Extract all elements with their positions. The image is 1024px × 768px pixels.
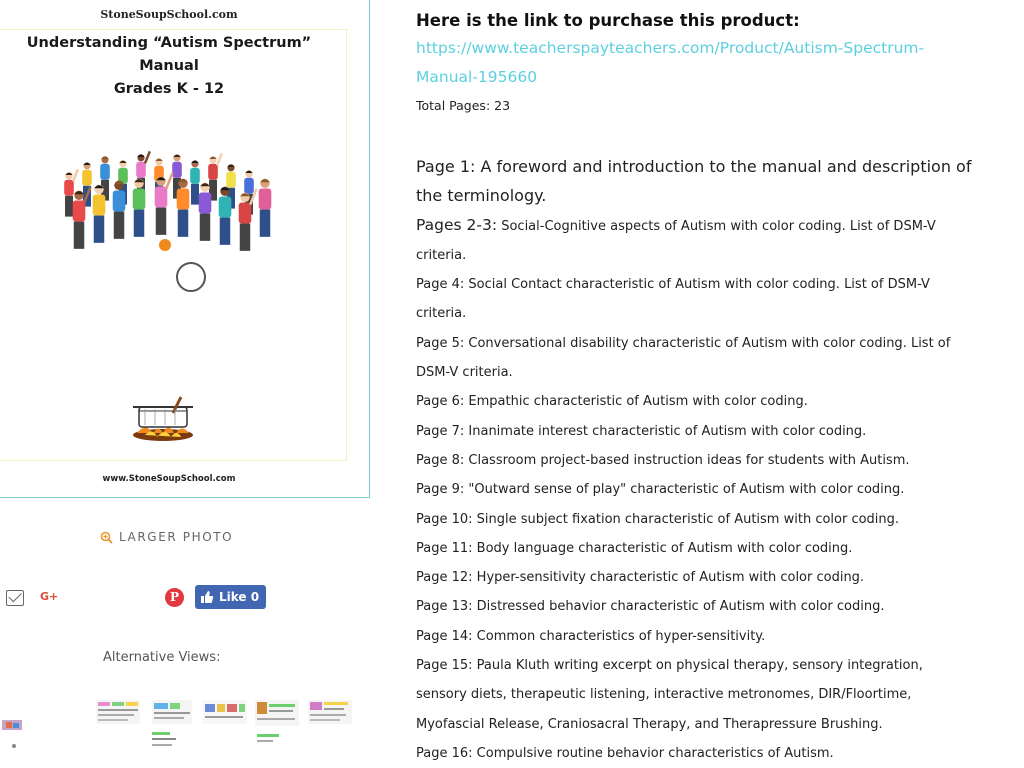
page-list-item bbox=[416, 505, 1024, 534]
page-description: Conversational disability characteristic of Autism with color coding. List of bbox=[468, 335, 951, 351]
thumbnail-3[interactable] bbox=[150, 698, 194, 754]
page-list-item bbox=[416, 417, 1024, 446]
page-list-item bbox=[416, 181, 1024, 210]
page-description: Classroom project-based instruction ideas for students with Autism. bbox=[468, 452, 910, 468]
cover-url: www.StoneSoupSchool.com bbox=[102, 474, 236, 484]
page-number-label: Page 12: bbox=[416, 570, 473, 586]
page-list-item bbox=[416, 152, 1024, 181]
page-number-label: Page 14: bbox=[416, 628, 473, 644]
thumbnail-2[interactable] bbox=[96, 698, 140, 728]
page-list-item bbox=[416, 710, 1024, 739]
page-description: Social Contact characteristic of Autism with color coding. List of DSM-V bbox=[468, 277, 930, 293]
larger-photo-link[interactable] bbox=[100, 530, 233, 544]
page-number-label: Pages 2-3: bbox=[416, 215, 498, 234]
page-number-label: Page 11: bbox=[416, 540, 473, 556]
page-description: Distressed behavior characteristic of Autism with color coding. bbox=[476, 599, 885, 615]
page-description: Hyper-sensitivity characteristic of Autism with color coding. bbox=[476, 570, 865, 586]
page-number-label: Page 15: bbox=[416, 658, 473, 674]
page-number-label: Page 4: bbox=[416, 277, 465, 293]
page-list-item bbox=[416, 475, 1024, 504]
page-number-label: Page 1: bbox=[416, 157, 476, 176]
page-number-label: Page 8: bbox=[416, 452, 465, 468]
zoom-in-icon bbox=[100, 531, 113, 544]
page-number-label: Page 5: bbox=[416, 335, 465, 351]
page-list-item bbox=[416, 211, 1024, 241]
page-description: criteria. bbox=[416, 306, 467, 322]
page-description: Empathic characteristic of Autism with color coding. bbox=[468, 394, 808, 410]
facebook-like-label: Like 0 bbox=[219, 590, 260, 604]
page-list-item bbox=[416, 680, 1024, 709]
purchase-link-line-2: Manual-195660 bbox=[416, 68, 538, 86]
purchase-link[interactable] bbox=[416, 34, 1024, 92]
page-list-item bbox=[416, 622, 1024, 651]
page-number-label: Page 7: bbox=[416, 423, 465, 439]
page-description: Paula Kluth writing excerpt on physical therapy, sensory integration, bbox=[476, 658, 923, 674]
page-list-item bbox=[416, 534, 1024, 563]
page-list-item bbox=[416, 739, 1024, 768]
page-description: DSM-V criteria. bbox=[416, 365, 513, 381]
page-description: Single subject fixation characteristic of Autism with color coding. bbox=[476, 511, 900, 527]
page-number-label: Page 6: bbox=[416, 394, 465, 410]
cover-title-line-3: Grades K - 12 bbox=[113, 81, 225, 97]
thumbnail-1[interactable] bbox=[0, 704, 30, 754]
thumbs-up-icon bbox=[200, 590, 214, 604]
page-list-item bbox=[416, 329, 1024, 358]
stone-soup-pot-icon bbox=[127, 395, 199, 445]
page-description: the terminology. bbox=[416, 186, 547, 206]
share-row bbox=[0, 585, 372, 613]
page-number-label: Page 10: bbox=[416, 511, 473, 527]
page-list-item bbox=[416, 241, 1024, 270]
total-pages: Total Pages: 23 bbox=[416, 98, 511, 113]
page-list-item bbox=[416, 563, 1024, 592]
alternative-views-thumbnails bbox=[0, 698, 372, 758]
page-list-item bbox=[416, 592, 1024, 621]
pinterest-icon[interactable]: P bbox=[165, 588, 184, 607]
page-number-label: Page 13: bbox=[416, 599, 473, 615]
page-list-item bbox=[416, 387, 1024, 416]
students-group-illustration bbox=[57, 149, 279, 301]
facebook-like-button[interactable] bbox=[195, 585, 266, 609]
page-list-item bbox=[416, 270, 1024, 299]
page-description: Compulsive routine behavior characteristics of Autism. bbox=[476, 745, 834, 761]
page-number-label: Page 9: bbox=[416, 482, 465, 498]
page-description: Inanimate interest characteristic of Autism with color coding. bbox=[468, 423, 867, 439]
cover-title bbox=[0, 32, 339, 101]
page-description: Common characteristics of hyper-sensitivity. bbox=[476, 628, 766, 644]
cover-title-line-2: Manual bbox=[139, 58, 199, 74]
mail-icon[interactable] bbox=[6, 590, 24, 606]
page-description: A foreword and introduction to the manual and description of bbox=[480, 157, 972, 176]
page-description: Body language characteristic of Autism with color coding. bbox=[476, 540, 853, 556]
page-number-label: Page 16: bbox=[416, 745, 473, 761]
page-list-item bbox=[416, 358, 1024, 387]
cover-title-line-1: Understanding “Autism Spectrum” bbox=[26, 35, 312, 51]
larger-photo-label: LARGER PHOTO bbox=[119, 530, 234, 544]
purchase-link-line-1: https://www.teacherspayteachers.com/Product/Autism-Spectrum- bbox=[416, 39, 925, 57]
thumbnail-5[interactable] bbox=[255, 698, 299, 750]
page-description: Myofascial Release, Craniosacral Therapy, and Therapressure Brushing. bbox=[416, 716, 883, 732]
page-list-item bbox=[416, 299, 1024, 328]
page-list bbox=[416, 152, 1024, 768]
thumbnail-4[interactable] bbox=[203, 700, 247, 728]
thumbnail-6[interactable] bbox=[308, 698, 352, 728]
page-list-item bbox=[416, 446, 1024, 475]
page-description: sensory diets, therapeutic listening, interactive metronomes, DIR/Floortime, bbox=[416, 687, 912, 703]
product-cover-image[interactable] bbox=[0, 0, 370, 498]
alternative-views-label: Alternative Views: bbox=[103, 650, 221, 665]
page-list-item bbox=[416, 651, 1024, 680]
google-plus-icon[interactable]: G+ bbox=[40, 590, 59, 603]
cover-brand: StoneSoupSchool.com bbox=[100, 8, 238, 21]
page-description: Social-Cognitive aspects of Autism with color coding. List of DSM-V bbox=[501, 218, 936, 234]
product-description bbox=[416, 8, 1024, 768]
page-description: criteria. bbox=[416, 247, 467, 263]
page-description: "Outward sense of play" characteristic of Autism with color coding. bbox=[468, 482, 905, 498]
purchase-heading: Here is the link to purchase this product: bbox=[416, 11, 800, 30]
